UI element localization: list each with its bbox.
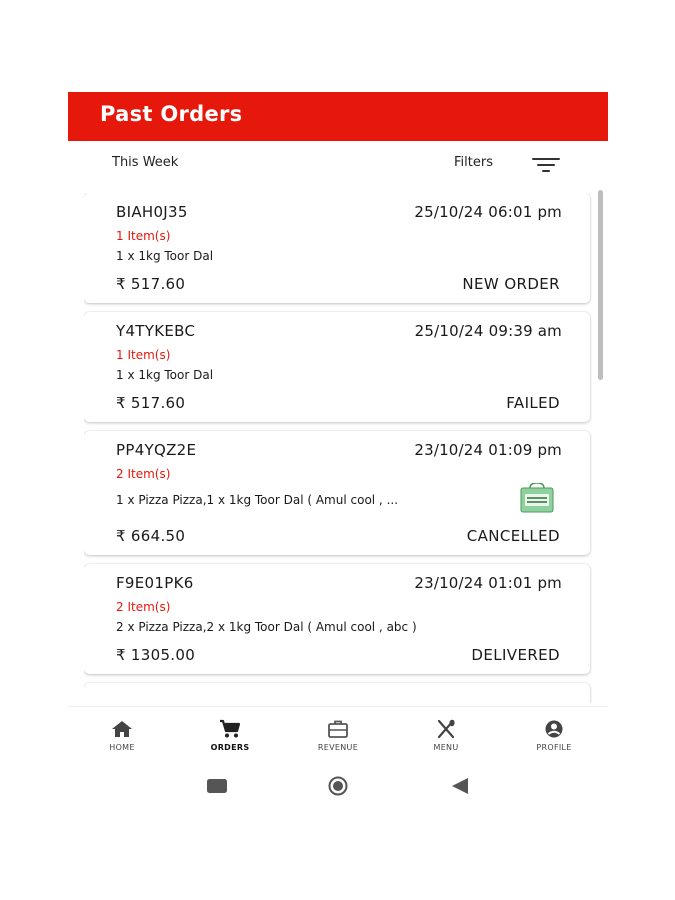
- app-screen: [68, 92, 608, 762]
- order-card[interactable]: [84, 193, 590, 303]
- order-status: DELIVERED: [471, 646, 560, 664]
- nav-label: REVENUE: [317, 743, 359, 752]
- takeaway-icon: [518, 483, 556, 513]
- nav-label: ORDERS: [210, 743, 250, 752]
- order-status: NEW ORDER: [462, 275, 560, 293]
- item-count: 2 Item(s): [116, 467, 171, 481]
- nav-profile[interactable]: [500, 707, 608, 762]
- date-range-selector[interactable]: This Week: [112, 155, 179, 170]
- home-circle-icon[interactable]: [326, 776, 350, 796]
- briefcase-icon: [326, 719, 350, 739]
- page-title: Past Orders: [100, 102, 243, 126]
- order-amount: ₹ 517.60: [116, 394, 186, 412]
- order-amount: ₹ 1305.00: [116, 646, 196, 664]
- order-status: CANCELLED: [466, 527, 560, 545]
- home-icon: [110, 719, 134, 739]
- order-id: PP4YQZ2E: [116, 441, 197, 459]
- order-datetime: 23/10/24 01:09 pm: [414, 441, 562, 459]
- order-card[interactable]: [84, 431, 590, 555]
- nav-orders[interactable]: [176, 707, 284, 762]
- filters-button[interactable]: Filters: [454, 155, 493, 170]
- order-amount: ₹ 517.60: [116, 275, 186, 293]
- system-navigation-bar: [0, 768, 675, 804]
- fork-knife-icon: [434, 719, 458, 739]
- order-datetime: 25/10/24 06:01 pm: [414, 203, 562, 221]
- back-icon[interactable]: [448, 776, 472, 796]
- nav-revenue[interactable]: [284, 707, 392, 762]
- order-id: Y4TYKEBC: [116, 322, 196, 340]
- recents-icon[interactable]: [205, 776, 229, 796]
- order-amount: ₹ 664.50: [116, 527, 186, 545]
- nav-label: HOME: [109, 743, 135, 752]
- order-items: 1 x 1kg Toor Dal: [116, 249, 214, 263]
- nav-menu[interactable]: [392, 707, 500, 762]
- order-id: F9E01PK6: [116, 574, 194, 592]
- nav-home[interactable]: [68, 707, 176, 762]
- filter-bar: [68, 141, 608, 187]
- order-card[interactable]: [84, 683, 590, 703]
- nav-label: MENU: [433, 743, 459, 752]
- profile-icon: [542, 719, 566, 739]
- cart-icon: [218, 719, 242, 739]
- item-count: 2 Item(s): [116, 600, 171, 614]
- order-datetime: 25/10/24 09:39 am: [414, 322, 562, 340]
- order-card[interactable]: [84, 312, 590, 422]
- orders-list[interactable]: [84, 193, 592, 703]
- order-id: BIAH0J35: [116, 203, 188, 221]
- order-items: 1 x 1kg Toor Dal: [116, 368, 214, 382]
- order-items: 2 x Pizza Pizza,2 x 1kg Toor Dal ( Amul cool , abc ): [116, 620, 417, 634]
- scrollbar-thumb[interactable]: [598, 190, 603, 380]
- item-count: 1 Item(s): [116, 348, 171, 362]
- bottom-navigation: [68, 706, 608, 762]
- app-header: [68, 92, 608, 141]
- order-datetime: 23/10/24 01:01 pm: [414, 574, 562, 592]
- order-card[interactable]: [84, 564, 590, 674]
- order-status: FAILED: [506, 394, 560, 412]
- nav-label: PROFILE: [536, 743, 572, 752]
- filter-icon[interactable]: [532, 158, 560, 174]
- order-items: 1 x Pizza Pizza,1 x 1kg Toor Dal ( Amul cool , ...: [116, 493, 399, 507]
- item-count: 1 Item(s): [116, 229, 171, 243]
